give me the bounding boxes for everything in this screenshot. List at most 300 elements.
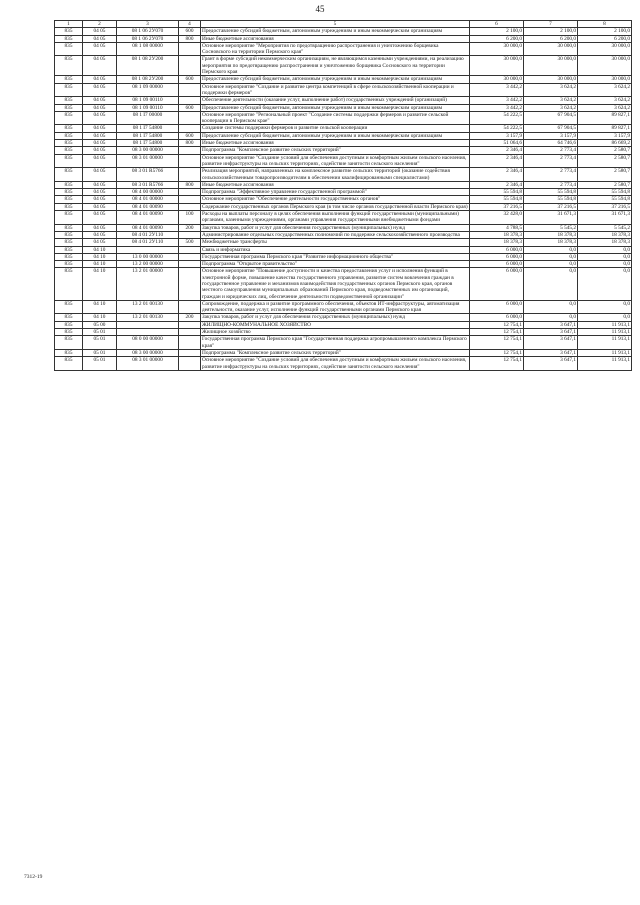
amount-year-3-cell: 30 000,0	[578, 42, 632, 56]
description-cell: Предоставление субсидий бюджетным, автономным учреждениям и иным некоммерческим организациям	[201, 28, 470, 35]
target-article-cell: 08 3 01 R5766	[117, 168, 179, 182]
expense-type-cell	[179, 168, 201, 182]
amount-year-1-cell: 12 754,1	[470, 336, 524, 350]
ministry-code-cell: 835	[55, 83, 83, 97]
target-article-cell	[117, 246, 179, 253]
amount-year-1-cell: 3 157,9	[470, 132, 524, 139]
amount-year-3-cell: 0,0	[578, 268, 632, 300]
target-article-cell: 13 2 00 00000	[117, 261, 179, 268]
target-article-cell: 08 3 01 00000	[117, 154, 179, 168]
amount-year-2-cell: 0,0	[524, 300, 578, 314]
amount-year-2-cell: 3 647,1	[524, 349, 578, 356]
description-cell: Основное мероприятие "Создание условий для обеспечения доступным и комфортным жильем сельского населения, развитие инфраструктуры на сельских территориях, содействие занятости сельского населения"	[201, 154, 470, 168]
section-code-cell: 05 01	[83, 329, 117, 336]
amount-year-3-cell: 11 913,1	[578, 357, 632, 371]
column-header: 5	[201, 21, 470, 28]
section-code-cell: 04 05	[83, 154, 117, 168]
amount-year-3-cell: 30 000,0	[578, 76, 632, 83]
amount-year-2-cell: 64 746,6	[524, 140, 578, 147]
target-article-cell: 08 3 00 00000	[117, 349, 179, 356]
section-code-cell: 04 05	[83, 231, 117, 238]
target-article-cell: 08 1 09 00000	[117, 83, 179, 97]
target-article-cell: 08 4 00 00000	[117, 189, 179, 196]
table-row	[55, 203, 632, 210]
table-row	[55, 253, 632, 260]
column-header: 4	[179, 21, 201, 28]
description-cell: Основное мероприятие "Создание и развитие центра компетенций в сфере сельскохозяйственной кооперации и поддержки фермеров"	[201, 83, 470, 97]
target-article-cell: 08 0 00 00000	[117, 336, 179, 350]
expense-type-cell	[179, 125, 201, 132]
expense-type-cell	[179, 97, 201, 104]
amount-year-2-cell: 55 594,8	[524, 189, 578, 196]
amount-year-3-cell: 18 378,3	[578, 239, 632, 246]
amount-year-2-cell: 67 904,5	[524, 111, 578, 125]
expense-type-cell	[179, 336, 201, 350]
description-cell: ЖИЛИЩНО-КОММУНАЛЬНОЕ ХОЗЯЙСТВО	[201, 321, 470, 328]
amount-year-1-cell: 2 346,4	[470, 181, 524, 188]
target-article-cell: 08 1 08 2У200	[117, 56, 179, 76]
section-code-cell: 04 05	[83, 181, 117, 188]
table-row	[55, 336, 632, 350]
target-article-cell	[117, 321, 179, 328]
description-cell: Предоставление субсидий бюджетным, автономным учреждениям и иным некоммерческим организациям	[201, 104, 470, 111]
section-code-cell: 04 05	[83, 239, 117, 246]
section-code-cell: 04 10	[83, 253, 117, 260]
amount-year-1-cell: 51 064,6	[470, 140, 524, 147]
description-cell: Иные бюджетные ассигнования	[201, 140, 470, 147]
table-row	[55, 147, 632, 154]
target-article-cell: 08 4 01 00000	[117, 196, 179, 203]
table-row	[55, 189, 632, 196]
amount-year-1-cell: 18 378,3	[470, 239, 524, 246]
expense-type-cell: 600	[179, 104, 201, 111]
description-cell: Подпрограмма "Комплексное развитие сельских территорий"	[201, 147, 470, 154]
target-article-cell: 08 1 09 00110	[117, 104, 179, 111]
amount-year-2-cell: 5 545,2	[524, 224, 578, 231]
amount-year-2-cell: 3 624,2	[524, 97, 578, 104]
section-code-cell: 04 10	[83, 314, 117, 321]
ministry-code-cell: 835	[55, 196, 83, 203]
expense-type-cell	[179, 246, 201, 253]
amount-year-1-cell: 32 428,0	[470, 211, 524, 225]
table-row	[55, 56, 632, 76]
section-code-cell: 04 05	[83, 76, 117, 83]
amount-year-3-cell: 3 157,9	[578, 132, 632, 139]
table-row	[55, 246, 632, 253]
target-article-cell: 08 4 01 00090	[117, 224, 179, 231]
expense-type-cell	[179, 261, 201, 268]
section-code-cell: 05 01	[83, 349, 117, 356]
description-cell: Государственная программа Пермского края "Государственная поддержка агропромышленного комплекса Пермского края"	[201, 336, 470, 350]
amount-year-3-cell: 6 200,0	[578, 35, 632, 42]
page-number: 45	[315, 4, 325, 14]
ministry-code-cell: 835	[55, 28, 83, 35]
ministry-code-cell: 835	[55, 246, 83, 253]
section-code-cell: 04 05	[83, 224, 117, 231]
amount-year-1-cell: 54 222,5	[470, 111, 524, 125]
amount-year-3-cell: 55 594,8	[578, 189, 632, 196]
amount-year-2-cell: 0,0	[524, 253, 578, 260]
description-cell: Иные бюджетные ассигнования	[201, 181, 470, 188]
amount-year-1-cell: 3 442,2	[470, 83, 524, 97]
ministry-code-cell: 835	[55, 104, 83, 111]
target-article-cell: 08 4 01 00090	[117, 203, 179, 210]
amount-year-3-cell: 37 216,5	[578, 203, 632, 210]
expense-type-cell	[179, 329, 201, 336]
amount-year-3-cell: 86 669,2	[578, 140, 632, 147]
description-cell: Администрирование отдельных государственных полномочий по поддержке сельскохозяйственного производства	[201, 231, 470, 238]
target-article-cell: 13 2 01 00000	[117, 268, 179, 300]
amount-year-2-cell: 30 000,0	[524, 56, 578, 76]
expense-type-cell	[179, 268, 201, 300]
column-header: 3	[117, 21, 179, 28]
ministry-code-cell: 835	[55, 261, 83, 268]
target-article-cell: 08 4 01 2У110	[117, 239, 179, 246]
amount-year-2-cell: 30 000,0	[524, 76, 578, 83]
ministry-code-cell: 835	[55, 336, 83, 350]
ministry-code-cell: 835	[55, 56, 83, 76]
section-code-cell: 04 10	[83, 268, 117, 300]
table-row	[55, 76, 632, 83]
column-header: 2	[83, 21, 117, 28]
table-row	[55, 329, 632, 336]
amount-year-2-cell: 3 647,1	[524, 329, 578, 336]
amount-year-1-cell: 37 216,5	[470, 203, 524, 210]
ministry-code-cell: 835	[55, 140, 83, 147]
amount-year-3-cell: 5 545,2	[578, 224, 632, 231]
section-code-cell: 04 05	[83, 111, 117, 125]
amount-year-3-cell: 89 827,1	[578, 125, 632, 132]
description-cell: Расходы на выплаты персоналу в целях обеспечения выполнения функций государственными (муниципальными) органами, казенными учреждениями, органами управления государственными внебюджетными фондами	[201, 211, 470, 225]
table-row	[55, 125, 632, 132]
amount-year-2-cell: 3 157,9	[524, 132, 578, 139]
amount-year-3-cell: 2 100,0	[578, 28, 632, 35]
column-header: 1	[55, 21, 83, 28]
amount-year-3-cell: 11 913,1	[578, 336, 632, 350]
expense-type-cell	[179, 154, 201, 168]
section-code-cell: 04 05	[83, 203, 117, 210]
ministry-code-cell: 835	[55, 168, 83, 182]
section-code-cell: 04 05	[83, 56, 117, 76]
target-article-cell: 08 1 06 2У070	[117, 35, 179, 42]
ministry-code-cell: 835	[55, 203, 83, 210]
ministry-code-cell: 835	[55, 211, 83, 225]
ministry-code-cell: 835	[55, 357, 83, 371]
ministry-code-cell: 835	[55, 125, 83, 132]
amount-year-3-cell: 2 580,7	[578, 168, 632, 182]
section-code-cell: 04 05	[83, 196, 117, 203]
amount-year-1-cell: 6 000,0	[470, 314, 524, 321]
table-row	[55, 224, 632, 231]
description-cell: Жилищное хозяйство	[201, 329, 470, 336]
amount-year-1-cell: 2 346,4	[470, 147, 524, 154]
amount-year-2-cell: 2 773,4	[524, 154, 578, 168]
section-code-cell: 04 05	[83, 35, 117, 42]
table-row	[55, 211, 632, 225]
amount-year-2-cell: 0,0	[524, 261, 578, 268]
footer-code: 7312-19	[24, 874, 43, 880]
description-cell: Грант в форме субсидий некоммерческим организациям, не являющимся казенными учреждениями, на реализацию мероприятия по предотвращению распространения и уничтожению борщевика Сосновского на территории Пермского края	[201, 56, 470, 76]
expense-type-cell	[179, 111, 201, 125]
target-article-cell: 13 0 00 00000	[117, 253, 179, 260]
amount-year-3-cell: 31 671,3	[578, 211, 632, 225]
amount-year-1-cell: 6 000,0	[470, 300, 524, 314]
section-code-cell: 04 05	[83, 189, 117, 196]
expense-type-cell	[179, 357, 201, 371]
description-cell: Государственная программа Пермского края "Развитие информационного общества"	[201, 253, 470, 260]
ministry-code-cell: 835	[55, 147, 83, 154]
description-cell: Закупка товаров, работ и услуг для обеспечения государственных (муниципальных) нужд	[201, 224, 470, 231]
ministry-code-cell: 835	[55, 97, 83, 104]
section-code-cell: 04 05	[83, 132, 117, 139]
expense-type-cell	[179, 42, 201, 56]
description-cell: Содержание государственных органов Пермского края (в том числе органов государственной власти Пермского края)	[202, 203, 468, 210]
amount-year-1-cell: 12 754,1	[470, 329, 524, 336]
description-cell: Обеспечение деятельности (оказание услуг, выполнение работ) государственных учреждений (организаций)	[201, 97, 470, 104]
section-code-cell: 04 05	[83, 147, 117, 154]
target-article-cell	[117, 329, 179, 336]
description-cell: Основное мероприятие "Обеспечение деятельности государственных органов"	[201, 196, 470, 203]
description-cell: Подпрограмма "Открытое правительство"	[201, 261, 470, 268]
amount-year-3-cell: 11 913,1	[578, 321, 632, 328]
table-row	[55, 300, 632, 314]
section-code-cell: 04 05	[83, 125, 117, 132]
section-code-cell: 04 05	[83, 83, 117, 97]
amount-year-1-cell: 6 000,0	[470, 261, 524, 268]
amount-year-3-cell: 0,0	[578, 246, 632, 253]
expense-type-cell: 200	[179, 314, 201, 321]
ministry-code-cell: 835	[55, 349, 83, 356]
target-article-cell: 08 1 I7 54800	[117, 132, 179, 139]
target-article-cell: 08 1 06 2У070	[117, 28, 179, 35]
amount-year-2-cell: 2 773,4	[524, 168, 578, 182]
amount-year-2-cell: 2 100,0	[524, 28, 578, 35]
amount-year-3-cell: 11 913,1	[578, 349, 632, 356]
column-header: 8	[578, 21, 632, 28]
expense-type-cell: 600	[179, 76, 201, 83]
amount-year-2-cell: 31 671,3	[524, 211, 578, 225]
amount-year-1-cell: 30 000,0	[470, 56, 524, 76]
amount-year-3-cell: 0,0	[578, 314, 632, 321]
ministry-code-cell: 835	[55, 231, 83, 238]
table-row	[55, 357, 632, 371]
target-article-cell: 08 3 01 R5766	[117, 181, 179, 188]
ministry-code-cell: 835	[55, 111, 83, 125]
table-row	[55, 196, 632, 203]
amount-year-1-cell: 3 442,2	[470, 104, 524, 111]
amount-year-2-cell: 2 773,4	[524, 147, 578, 154]
table-row	[55, 314, 632, 321]
expense-type-cell: 600	[179, 28, 201, 35]
target-article-cell: 13 2 01 00130	[117, 314, 179, 321]
amount-year-3-cell: 2 580,7	[578, 147, 632, 154]
amount-year-3-cell: 18 378,3	[578, 231, 632, 238]
amount-year-2-cell: 0,0	[524, 246, 578, 253]
amount-year-1-cell: 12 754,1	[470, 349, 524, 356]
table-row	[55, 168, 632, 182]
column-header: 7	[524, 21, 578, 28]
table-row	[55, 181, 632, 188]
description-cell: Предоставление субсидий бюджетным, автономным учреждениям и иным некоммерческим организациям	[201, 132, 470, 139]
amount-year-3-cell: 0,0	[578, 253, 632, 260]
section-code-cell: 04 05	[83, 168, 117, 182]
description-cell: Связь и информатика	[201, 246, 470, 253]
ministry-code-cell: 835	[55, 35, 83, 42]
amount-year-2-cell: 6 200,0	[524, 35, 578, 42]
description-cell: Реализация мероприятий, направленных на комплексное развитие сельских территорий (оказание содействия сельскохозяйственным товаропроизводителям в обеспечении квалифицированными специалистами)	[201, 168, 470, 182]
expense-type-cell: 800	[179, 181, 201, 188]
section-code-cell: 05 01	[83, 357, 117, 371]
table-row	[55, 28, 632, 35]
table-row	[55, 111, 632, 125]
ministry-code-cell: 835	[55, 76, 83, 83]
section-code-cell: 04 05	[83, 140, 117, 147]
ministry-code-cell: 835	[55, 321, 83, 328]
column-header: 6	[470, 21, 524, 28]
amount-year-1-cell: 6 000,0	[470, 246, 524, 253]
table-row	[55, 268, 632, 300]
target-article-cell: 08 4 01 00090	[117, 211, 179, 225]
expense-type-cell	[179, 231, 201, 238]
amount-year-3-cell: 3 624,2	[578, 104, 632, 111]
section-code-cell: 04 10	[83, 300, 117, 314]
target-article-cell: 08 3 00 00000	[117, 147, 179, 154]
target-article-cell: 08 1 08 00000	[117, 42, 179, 56]
amount-year-3-cell: 55 594,8	[578, 196, 632, 203]
amount-year-1-cell: 2 346,4	[470, 168, 524, 182]
amount-year-2-cell: 37 216,5	[524, 203, 578, 210]
amount-year-1-cell: 6 000,0	[470, 268, 524, 300]
section-code-cell: 04 10	[83, 246, 117, 253]
expense-type-cell: 600	[179, 132, 201, 139]
table-row	[55, 35, 632, 42]
expense-type-cell	[179, 189, 201, 196]
expense-type-cell: 100	[179, 211, 201, 225]
amount-year-3-cell: 2 580,7	[578, 154, 632, 168]
table-row	[55, 239, 632, 246]
amount-year-2-cell: 67 904,5	[524, 125, 578, 132]
ministry-code-cell: 835	[55, 329, 83, 336]
amount-year-2-cell: 30 000,0	[524, 42, 578, 56]
target-article-cell: 08 4 01 2У110	[117, 231, 179, 238]
target-article-cell: 08 1 I7 54800	[117, 140, 179, 147]
ministry-code-cell: 835	[55, 42, 83, 56]
budget-table	[54, 20, 632, 371]
target-article-cell: 08 1 I7 00000	[117, 111, 179, 125]
expense-type-cell: 800	[179, 140, 201, 147]
amount-year-1-cell: 55 594,8	[470, 196, 524, 203]
ministry-code-cell: 835	[55, 189, 83, 196]
table-row	[55, 231, 632, 238]
description-cell: Подпрограмма "Комплексное развитие сельских территорий"	[201, 349, 470, 356]
expense-type-cell	[179, 349, 201, 356]
amount-year-2-cell: 0,0	[524, 268, 578, 300]
table-row	[55, 97, 632, 104]
target-article-cell: 13 2 01 00130	[117, 300, 179, 314]
target-article-cell: 08 1 09 00110	[117, 97, 179, 104]
description-cell: Закупка товаров, работ и услуг для обеспечения государственных (муниципальных) нужд	[201, 314, 470, 321]
amount-year-1-cell: 4 788,5	[470, 224, 524, 231]
description-cell: Основное мероприятие "Повышение доступности и качества предоставления услуг и исполнения функций в электронной форме, повышение качества государственного управления, развитие систем вовлечения граждан в государственное управление и механизмов взаимодействия государственных органов Пермского края, органов местного самоуправления муниципальных образований Пермского края, подведомственных им организаций, граждан и юридических лиц, обеспечение деятельности подведомственной организации"	[201, 268, 470, 300]
ministry-code-cell: 835	[55, 239, 83, 246]
expense-type-cell: 800	[179, 35, 201, 42]
target-article-cell: 08 1 I7 54800	[117, 125, 179, 132]
amount-year-2-cell: 3 647,1	[524, 336, 578, 350]
amount-year-3-cell: 3 624,2	[578, 83, 632, 97]
ministry-code-cell: 835	[55, 300, 83, 314]
table-row	[55, 132, 632, 139]
amount-year-1-cell: 12 754,1	[470, 321, 524, 328]
amount-year-2-cell: 2 773,4	[524, 181, 578, 188]
expense-type-cell	[179, 253, 201, 260]
target-article-cell: 08 3 01 00000	[117, 357, 179, 371]
amount-year-1-cell: 18 378,3	[470, 231, 524, 238]
section-code-cell: 04 10	[83, 261, 117, 268]
section-code-cell: 05 01	[83, 336, 117, 350]
ministry-code-cell: 835	[55, 314, 83, 321]
amount-year-2-cell: 55 594,8	[524, 196, 578, 203]
ministry-code-cell: 835	[55, 132, 83, 139]
amount-year-2-cell: 3 624,2	[524, 104, 578, 111]
section-code-cell: 05 00	[83, 321, 117, 328]
expense-type-cell: 200	[179, 224, 201, 231]
expense-type-cell	[179, 147, 201, 154]
amount-year-3-cell: 89 827,1	[578, 111, 632, 125]
amount-year-1-cell: 3 442,2	[470, 97, 524, 104]
amount-year-3-cell: 0,0	[578, 300, 632, 314]
table-row	[55, 349, 632, 356]
section-code-cell: 04 05	[83, 42, 117, 56]
ministry-code-cell: 835	[55, 224, 83, 231]
table-row	[55, 104, 632, 111]
amount-year-1-cell: 6 000,0	[470, 253, 524, 260]
expense-type-cell	[179, 56, 201, 76]
description-cell: Подпрограмма "Эффективное управление государственной программой"	[201, 189, 470, 196]
amount-year-1-cell: 30 000,0	[470, 42, 524, 56]
amount-year-2-cell: 18 378,3	[524, 239, 578, 246]
expense-type-cell	[179, 321, 201, 328]
amount-year-2-cell: 18 378,3	[524, 231, 578, 238]
ministry-code-cell: 835	[55, 268, 83, 300]
expense-type-cell	[179, 300, 201, 314]
description-cell: Создание системы поддержки фермеров и развитие сельской кооперации	[201, 125, 470, 132]
table-row	[55, 321, 632, 328]
expense-type-cell: 500	[179, 239, 201, 246]
expense-type-cell	[179, 203, 201, 210]
amount-year-3-cell: 11 913,1	[578, 329, 632, 336]
table-row	[55, 154, 632, 168]
section-code-cell: 04 05	[83, 211, 117, 225]
expense-type-cell	[179, 196, 201, 203]
description-cell: Основное мероприятие "Региональный проект "Создание системы поддержки фермеров и развитие сельской кооперации в Пермском крае"	[201, 111, 470, 125]
amount-year-1-cell: 54 222,5	[470, 125, 524, 132]
amount-year-2-cell: 3 624,2	[524, 83, 578, 97]
section-code-cell: 04 05	[83, 104, 117, 111]
amount-year-1-cell: 55 594,8	[470, 189, 524, 196]
amount-year-1-cell: 2 100,0	[470, 28, 524, 35]
table-row	[55, 42, 632, 56]
amount-year-2-cell: 3 647,1	[524, 357, 578, 371]
amount-year-3-cell: 30 000,0	[578, 56, 632, 76]
amount-year-2-cell: 0,0	[524, 314, 578, 321]
description-cell: Основное мероприятие "Мероприятия по предотвращению распространения и уничтожению борщевика Сосновского на территории Пермского края"	[201, 42, 470, 56]
expense-type-cell	[179, 83, 201, 97]
ministry-code-cell: 835	[55, 154, 83, 168]
amount-year-1-cell: 12 754,1	[470, 357, 524, 371]
amount-year-1-cell: 6 200,0	[470, 35, 524, 42]
table-row	[55, 83, 632, 97]
table-row	[55, 140, 632, 147]
